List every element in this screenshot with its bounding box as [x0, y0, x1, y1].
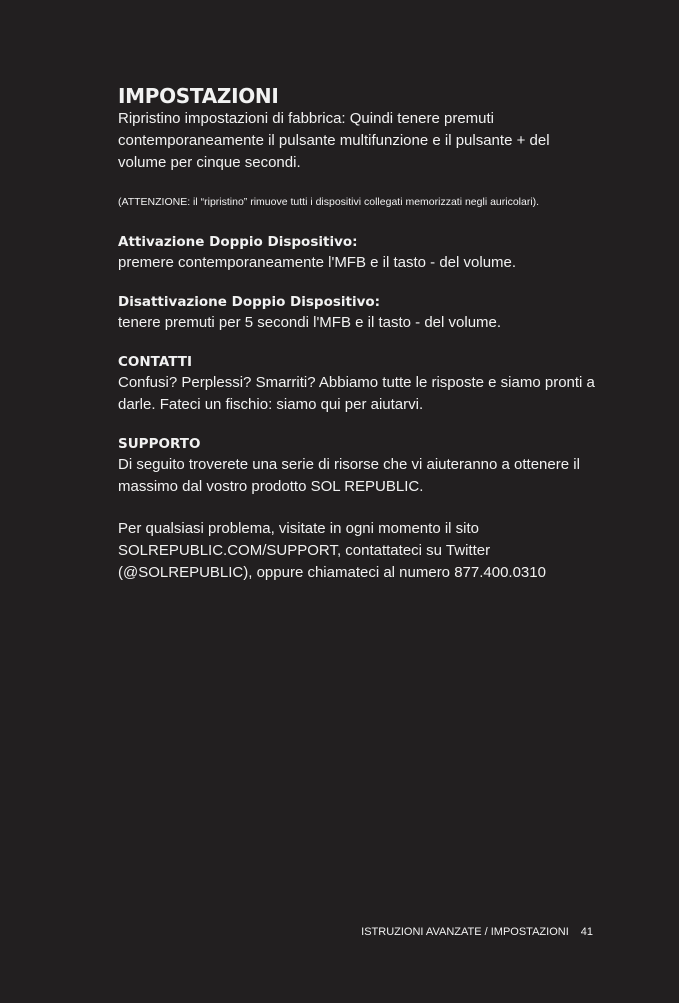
support-text-resources: Di seguito troverete una serie di risorse che vi aiuteranno a ottenere il massimo dal vostro prodotto SOL REPUBLIC.: [118, 456, 580, 495]
footer-section-label: ISTRUZIONI AVANZATE / IMPOSTAZIONI: [361, 926, 569, 938]
page-number: 41: [580, 926, 593, 938]
page-title: IMPOSTAZIONI: [118, 84, 279, 108]
dual-device-off-heading: Disattivazione Doppio Dispositivo:: [118, 294, 381, 310]
factory-reset-text: Ripristino impostazioni di fabbrica: Quindi tenere premuti contemporaneamente il pulsante multifunzione e il pulsante + del volume per cinque secondi.: [118, 110, 550, 171]
dual-device-off-text: tenere premuti per 5 secondi l'MFB e il tasto - del volume.: [118, 314, 502, 331]
dual-device-on-text: premere contemporaneamente l'MFB e il tasto - del volume.: [118, 254, 517, 271]
dual-device-on-heading: Attivazione Doppio Dispositivo:: [118, 234, 358, 250]
page-footer: [361, 925, 593, 939]
support-heading: SUPPORTO: [118, 436, 201, 452]
reset-warning-note: (ATTENZIONE: il “ripristino” rimuove tutti i dispositivi collegati memorizzati negli auricolari).: [118, 196, 540, 208]
support-text-contact: Per qualsiasi problema, visitate in ogni momento il sito SOLREPUBLIC.COM/SUPPORT, contattateci su Twitter (@SOLREPUBLIC), oppure chiamateci al numero 877.400.0310: [118, 520, 546, 581]
main-content: [118, 84, 618, 584]
contacts-text: Confusi? Perplessi? Smarriti? Abbiamo tutte le risposte e siamo pronti a darle. Fateci un fischio: siamo qui per aiutarvi.: [118, 374, 595, 413]
contacts-heading: CONTATTI: [118, 354, 192, 370]
